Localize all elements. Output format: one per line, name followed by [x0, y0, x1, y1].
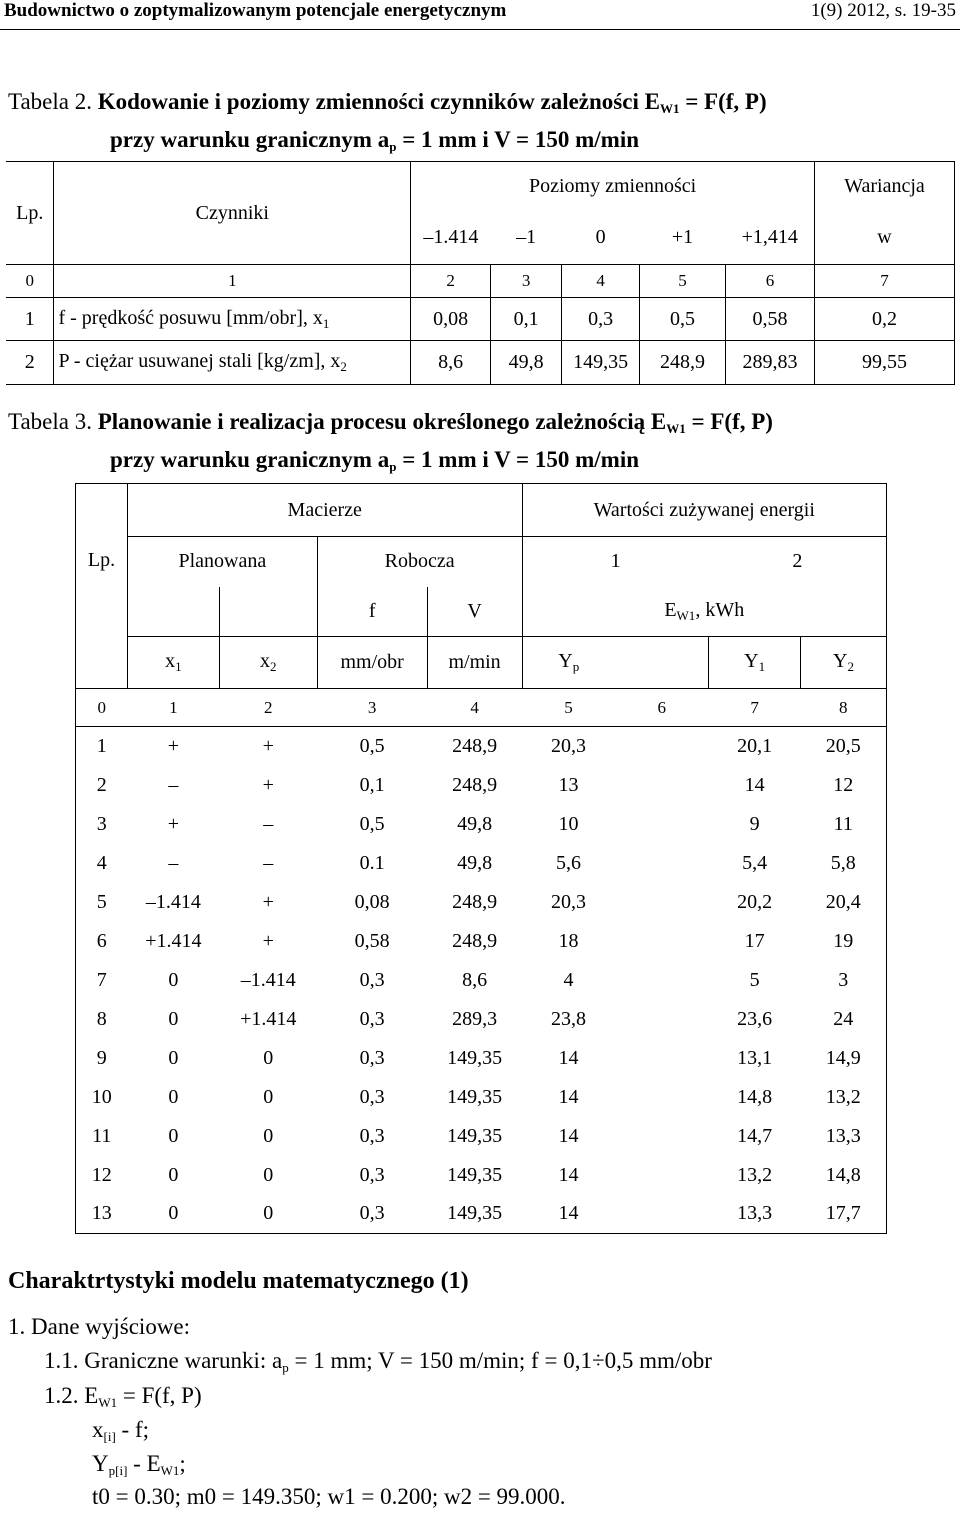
table2-caption: Tabela 2. Kodowanie i poziomy zmienności czynników zależności EW1 = F(f, P) przy warunku granicznym ap = 1 mm i V = 150 m/min	[8, 86, 767, 162]
table-cell: 0	[168, 1124, 179, 1147]
table-cell: 49,8	[457, 812, 493, 835]
table-cell: 13	[558, 773, 579, 796]
table-cell: 0	[127, 1195, 219, 1234]
index-cell: 2	[411, 265, 491, 298]
table-cell	[615, 1195, 709, 1234]
table-cell	[615, 883, 709, 922]
table-cell: 0	[219, 1195, 317, 1234]
section-line-4: x[i] - f;	[92, 1417, 149, 1444]
table-cell	[615, 1039, 709, 1078]
header-v: V	[427, 587, 522, 637]
table-cell: 0	[168, 1085, 179, 1108]
table-cell: 0	[168, 1163, 179, 1186]
table-cell: +	[262, 929, 274, 952]
table-cell	[615, 922, 709, 961]
issue-info: 1(9) 2012, s. 19-35	[810, 0, 956, 21]
table-cell: 17,7	[801, 1195, 887, 1234]
header-f: f	[317, 587, 427, 637]
table-cell: 9	[76, 1039, 128, 1078]
table-row: 0 1 2 3 4 5 6 7 8	[76, 689, 887, 727]
table-cell: 19	[801, 922, 887, 961]
table-cell: 0	[168, 1007, 179, 1030]
header-y1: $Y_1$	[709, 637, 801, 689]
header-czynniki: Czynniki	[54, 162, 411, 265]
section-line-1: 1. Dane wyjściowe:	[8, 1314, 191, 1339]
table-row	[76, 1000, 887, 1039]
table-cell: 14	[558, 1163, 579, 1186]
index-cell: 1	[54, 265, 411, 298]
table-cell: –	[263, 851, 274, 874]
table-cell: 0.1	[359, 851, 385, 874]
table-cell: 5,6	[555, 851, 581, 874]
table-cell: 20,4	[801, 883, 887, 922]
table-row	[6, 265, 955, 298]
section-line-3: 1.2. EW1 = F(f, P)	[44, 1383, 202, 1410]
header-wariancja: Wariancja	[814, 162, 954, 212]
table-cell: 8,6	[462, 968, 488, 991]
table-cell: 149,35	[447, 1085, 503, 1108]
table-cell: 20,3	[550, 890, 586, 913]
table-cell: 20,5	[801, 727, 887, 766]
header-macierze: Macierze	[127, 484, 522, 537]
table-cell: 0	[263, 1163, 274, 1186]
table3	[75, 483, 887, 1234]
level-cell: 0	[562, 212, 640, 265]
section-line-6: t0 = 0.30; m0 = 149.350; w1 = 0.200; w2 = 99.000.	[92, 1484, 566, 1509]
table-cell: 14	[744, 773, 765, 796]
header-wartosci: Wartości zużywanej energii	[522, 484, 886, 537]
table-cell: +1.414	[145, 929, 202, 952]
header-yp: $Y_p$	[522, 637, 615, 689]
table-cell: 11	[801, 805, 887, 844]
table-cell: 0,1	[359, 773, 385, 796]
table-row	[76, 922, 887, 961]
level-cell: –1	[491, 212, 562, 265]
header-lp: Lp.	[76, 484, 128, 637]
table-cell: 0,3	[359, 1163, 385, 1186]
table-cell: –	[263, 812, 274, 835]
header-poziomy: Poziomy zmienności	[411, 162, 815, 212]
table2	[6, 161, 955, 385]
table-cell: 13,2	[737, 1163, 773, 1186]
table-cell: 3	[76, 805, 128, 844]
page-header	[0, 0, 960, 30]
table-cell: 6	[76, 922, 128, 961]
index-cell: 3	[491, 265, 562, 298]
table-cell: 0,3	[359, 1085, 385, 1108]
level-cell: –1.414	[411, 212, 491, 265]
table-cell: 0,5	[359, 812, 385, 835]
index-cell: 5	[640, 265, 726, 298]
table-row	[76, 1195, 887, 1234]
table-cell: 248,9	[452, 890, 498, 913]
table-cell: 4	[563, 968, 574, 991]
table-cell: 0	[263, 1046, 274, 1069]
table-cell: 14,8	[737, 1085, 773, 1108]
table-cell: 11	[76, 1117, 128, 1156]
header-mmin: m/min	[427, 637, 522, 689]
table-cell: 289,3	[452, 1007, 498, 1030]
table-cell: 23,6	[737, 1007, 773, 1030]
table-cell: 10	[76, 1078, 128, 1117]
table-cell: 14,9	[801, 1039, 887, 1078]
table-cell: –1.414	[240, 968, 296, 991]
table-cell: 49,8	[457, 851, 493, 874]
table-cell: 24	[801, 1000, 887, 1039]
header-planowana: Planowana	[127, 537, 317, 587]
table-cell: 0	[263, 1124, 274, 1147]
table-row: 1 f - prędkość posuwu [mm/obr], $x_1$ 0,08 0,1 0,3 0,5 0,58 0,2	[6, 298, 955, 341]
table-row	[76, 961, 887, 1000]
table-cell: 3	[801, 961, 887, 1000]
table2-title-line2: przy warunku granicznym ap = 1 mm i V = 150 m/min	[110, 127, 640, 154]
table-cell: 248,9	[452, 773, 498, 796]
table-row	[76, 1078, 887, 1117]
table-cell: 5	[76, 883, 128, 922]
table-cell: 4	[76, 844, 128, 883]
table-cell	[615, 961, 709, 1000]
table-row	[76, 1039, 887, 1078]
table-cell: –	[168, 773, 179, 796]
header-lp: Lp.	[6, 162, 54, 265]
level-cell: +1	[640, 212, 726, 265]
header-y2: $Y_2$	[801, 637, 887, 689]
table-cell: 0,3	[317, 1195, 427, 1234]
table-cell: 0	[168, 1046, 179, 1069]
table-cell: 149,35	[447, 1124, 503, 1147]
table-cell: 13,3	[709, 1195, 801, 1234]
header-robocza: Robocza	[317, 537, 522, 587]
table3-title-line1: Planowanie i realizacja procesu określonego zależnością EW1 = F(f, P)	[97, 409, 773, 436]
level-cell: +1,414	[726, 212, 815, 265]
table-cell: 0	[263, 1085, 274, 1108]
table-row: 2 P - ciężar usuwanej stali [kg/zm], $x_2$ 8,6 49,8 149,35 248,9 289,83 99,55	[6, 341, 955, 385]
table-cell: 5,4	[742, 851, 768, 874]
table-cell: 0,3	[359, 1046, 385, 1069]
table-cell: 13	[76, 1195, 128, 1234]
index-cell: 7	[814, 265, 954, 298]
table-cell: 7	[76, 961, 128, 1000]
table-cell: –	[168, 851, 179, 874]
table-cell: 14,8	[801, 1156, 887, 1195]
table-cell: 14	[558, 1124, 579, 1147]
table-cell: 149,35	[447, 1046, 503, 1069]
header-mmobr: mm/obr	[317, 637, 427, 689]
table3-caption: Tabela 3. Planowanie i realizacja procesu określonego zależnością EW1 = F(f, P) przy warunku granicznym ap = 1 mm i V = 150 m/min	[8, 406, 773, 482]
table-cell: 9	[749, 812, 760, 835]
table-cell: 0,5	[317, 727, 427, 766]
table-row	[76, 805, 887, 844]
table-cell	[615, 844, 709, 883]
table-cell: 0,08	[354, 890, 390, 913]
table-row	[76, 844, 887, 883]
table-cell: 12	[801, 766, 887, 805]
table-cell: 23,8	[550, 1007, 586, 1030]
table-cell: +	[167, 812, 180, 835]
table-cell: 0,58	[354, 929, 390, 952]
table-cell: 14	[522, 1195, 615, 1234]
header-ew1: $E_{W1}$, kWh	[522, 587, 886, 637]
section-title: Charaktrtystyki modelu matematycznego (1)	[8, 1268, 469, 1294]
table-cell	[615, 1117, 709, 1156]
header-x2: $x_2$	[219, 637, 317, 689]
header-x1: $x_1$	[127, 637, 219, 689]
table-cell: 18	[558, 929, 579, 952]
table-cell: 0,3	[359, 1007, 385, 1030]
table-cell: 5,8	[801, 844, 887, 883]
table-cell: +	[219, 727, 317, 766]
journal-title: Budownictwo o zoptymalizowanym potencjale energetycznym	[4, 0, 507, 21]
index-cell: 4	[562, 265, 640, 298]
table-cell: 14	[558, 1085, 579, 1108]
table-cell: 149,35	[427, 1195, 522, 1234]
table-cell: 13,1	[737, 1046, 773, 1069]
table-cell	[615, 1000, 709, 1039]
table-cell: +	[127, 727, 219, 766]
table-row	[76, 1156, 887, 1195]
table-cell: 13,3	[801, 1117, 887, 1156]
table-cell: 1	[76, 727, 128, 766]
table-cell: 0	[168, 968, 179, 991]
table3-title-line2: przy warunku granicznym ap = 1 mm i V = 150 m/min	[110, 447, 640, 474]
table-cell: 2	[76, 766, 128, 805]
table-cell: 17	[744, 929, 765, 952]
table-cell: +	[262, 890, 274, 913]
index-cell: 0	[6, 265, 54, 298]
table-cell: 149,35	[447, 1163, 503, 1186]
table-cell	[615, 1078, 709, 1117]
header-one: 1	[522, 537, 709, 587]
table-cell: 20,3	[522, 727, 615, 766]
table-cell	[615, 727, 709, 766]
section-line-2: 1.1. Graniczne warunki: ap = 1 mm; V = 150 m/min; f = 0,1÷0,5 mm/obr	[44, 1348, 712, 1375]
table-cell: 0,3	[359, 968, 385, 991]
table-cell: 14	[558, 1046, 579, 1069]
table-cell: +	[262, 773, 274, 796]
table-cell: 13,2	[801, 1078, 887, 1117]
table-cell: 5	[749, 968, 760, 991]
table-row	[76, 766, 887, 805]
table-cell: 20,2	[737, 890, 773, 913]
table-cell	[615, 766, 709, 805]
table-cell: 0,3	[359, 1124, 385, 1147]
table-cell	[615, 1156, 709, 1195]
table-cell: 248,9	[452, 929, 498, 952]
index-cell: 6	[726, 265, 815, 298]
table-cell: 12	[76, 1156, 128, 1195]
table-row	[76, 727, 887, 766]
table2-title-line1: Kodowanie i poziomy zmienności czynników zależności EW1 = F(f, P)	[97, 89, 767, 116]
table-cell: –1.414	[145, 890, 201, 913]
table-cell: 248,9	[427, 727, 522, 766]
table-cell: 10	[558, 812, 579, 835]
header-w: w	[814, 212, 954, 265]
header-two: 2	[709, 537, 887, 587]
table-cell: 8	[76, 1000, 128, 1039]
table-cell: 14,7	[737, 1124, 773, 1147]
table-row	[76, 1117, 887, 1156]
section-line-5: Yp[i] - EW1;	[92, 1451, 186, 1478]
table-cell: 20,1	[709, 727, 801, 766]
table-cell	[615, 805, 709, 844]
table-cell: +1.414	[240, 1007, 297, 1030]
table-row	[76, 883, 887, 922]
